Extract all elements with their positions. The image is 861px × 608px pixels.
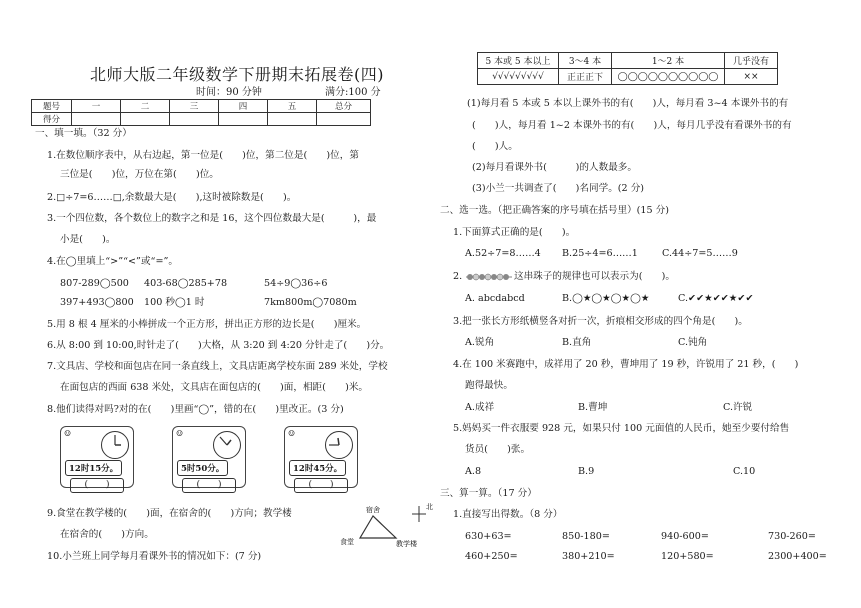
choice-option[interactable]: C.许锐 (723, 402, 753, 413)
q9-line-2: 在宿舍的( )方向。 (60, 529, 154, 540)
choice-option[interactable]: C.10 (733, 466, 756, 477)
clock-icon (325, 431, 353, 459)
q4: 4.在◯里填上“>”“<”或“=”。 (47, 256, 178, 267)
survey-tally: 正正正下 (559, 69, 612, 85)
score-cell: 题号 (32, 100, 72, 113)
score-cell: 三 (170, 100, 219, 113)
exam-time: 时间：90 分钟 (196, 87, 262, 98)
score-input[interactable] (317, 113, 371, 126)
answer-box[interactable]: ( ) (294, 478, 348, 493)
choice-q4-line2: 跑得最快。 (465, 380, 513, 391)
section-3-heading: 三、算一算。（17 分） (440, 488, 537, 499)
calc-item[interactable]: 120+580= (661, 551, 714, 562)
choice-q3: 3.把一张长方形纸横竖各对折一次，折痕相交形成的四个角是( )。 (453, 316, 748, 327)
survey-header: 1～2 本 (612, 53, 725, 69)
q10-part2: (2)每月看课外书( )的人数最多。 (472, 162, 637, 173)
map-canteen: 食堂 (340, 538, 354, 546)
q7-line-1: 7.文具店、学校和面包店在同一条直线上，文具店距离学校东面 289 米处，学校 (47, 361, 388, 372)
survey-tally: √√√√√√√√√ (478, 69, 559, 85)
score-table-score-row (32, 113, 371, 126)
q4-item: 397+493◯800 (60, 297, 134, 308)
choice-q2-number: 2. (453, 271, 463, 282)
survey-header-row (478, 53, 778, 69)
q10-part1-line1: (1)每月看 5 本或 5 本以上课外书的有( )人，每月看 3~4 本课外书的有 (467, 98, 789, 109)
full-score: 满分:100 分 (325, 87, 381, 98)
q2: 2.□÷7=6……□,余数最大是( ),这时被除数是( )。 (47, 192, 297, 203)
clock-reading: 5时50分。 (177, 460, 228, 476)
score-cell: 总分 (317, 100, 371, 113)
q4-item: 7km800m◯7080m (264, 297, 357, 308)
survey-tally: ×× (725, 69, 778, 85)
choice-option[interactable]: B.◯★◯★◯★◯★ (562, 293, 650, 304)
q3-line-2: 小是( )。 (60, 234, 116, 245)
choice-option[interactable]: B.直角 (562, 337, 592, 348)
q4-item: 54÷9◯36÷6 (264, 278, 328, 289)
q1-line-2: 三位是( )位，万位在第( )位。 (60, 169, 219, 180)
choice-option[interactable]: A.8 (465, 466, 482, 477)
choice-option[interactable]: B.曹坤 (578, 402, 608, 413)
score-cell: 二 (121, 100, 170, 113)
answer-box[interactable]: ( ) (70, 478, 124, 493)
child-icon: ☺ (176, 429, 184, 438)
survey-header: 3～4 本 (559, 53, 612, 69)
score-cell: 四 (219, 100, 268, 113)
score-table-header-row (32, 100, 371, 113)
calc-item[interactable]: 2300+400= (768, 551, 827, 562)
q8: 8.他们读得对吗?对的在( )里画“◯”，错的在( )里改正。(3 分) (47, 404, 344, 415)
score-input[interactable] (170, 113, 219, 126)
choice-option[interactable]: A. abcdabcd (465, 293, 525, 304)
calc-item[interactable]: 940-600= (661, 531, 709, 542)
answer-box[interactable]: ( ) (182, 478, 236, 493)
choice-option[interactable]: A.52÷7=8……4 (465, 248, 541, 259)
section-2-heading: 二、选一选。（把正确答案的序号填在括号里）(15 分) (440, 205, 670, 216)
clock-reading: 12时45分。 (289, 460, 346, 476)
score-cell: 五 (268, 100, 317, 113)
score-input[interactable] (268, 113, 317, 126)
choice-option[interactable]: C.钝角 (678, 337, 708, 348)
choice-q5-line1: 5.妈妈买一件衣服要 928 元，如果只付 100 元面值的人民币，她至少要付给售 (453, 423, 790, 434)
calc-item[interactable]: 850-180= (562, 531, 610, 542)
q6: 6.从 8:00 到 10:00,时针走了( )大格，从 3:20 到 4:20 分针走了( )分。 (47, 340, 390, 351)
clock-icon (101, 431, 129, 459)
score-input[interactable] (219, 113, 268, 126)
choice-option[interactable]: A.成祥 (465, 402, 495, 413)
choice-q1: 1.下面算式正确的是( )。 (453, 227, 576, 238)
q9-line-1: 9.食堂在教学楼的( )面，在宿舍的( )方向；教学楼 (47, 508, 292, 519)
score-table (31, 99, 371, 126)
score-input[interactable] (72, 113, 121, 126)
map-triangle (360, 516, 396, 538)
survey-tally-row (478, 69, 778, 85)
survey-table (477, 52, 778, 85)
section-1-heading: 一、填一填。（32 分） (35, 128, 132, 139)
q10: 10.小兰班上同学每月看课外书的情况如下：(7 分) (47, 551, 262, 562)
q5: 5.用 8 根 4 厘米的小棒拼成一个正方形，拼出正方形的边长是( )厘米。 (47, 319, 367, 330)
score-input[interactable] (121, 113, 170, 126)
survey-header: 5 本或 5 本以上 (478, 53, 559, 69)
page-title: 北师大版二年级数学下册期末拓展卷(四) (90, 65, 384, 84)
choice-option[interactable]: C.✔✔★✔✔★✔✔ (678, 293, 754, 304)
score-label: 得分 (32, 113, 72, 126)
choice-option[interactable]: A.锐角 (465, 337, 495, 348)
calc-item[interactable]: 730-260= (768, 531, 816, 542)
map-dorm: 宿舍 (366, 506, 380, 514)
child-icon: ☺ (64, 429, 72, 438)
q10-part1-line3: ( )人。 (472, 141, 518, 152)
q10-part1-line2: ( )人，每月看 1~2 本课外书的有( )人，每月几乎没有看课外书的有 (472, 120, 792, 131)
map-north: 北 (426, 503, 433, 511)
choice-q5-line2: 货员( )张。 (465, 444, 531, 455)
q4-item: 403-68◯285+78 (144, 278, 228, 289)
map-building: 教学楼 (396, 540, 417, 548)
q10-part3: (3)小兰一共调查了( )名同学。(2 分) (472, 183, 645, 194)
direction-map (340, 500, 450, 552)
calc-item[interactable]: 380+210= (562, 551, 615, 562)
calc-item[interactable]: 460+250= (465, 551, 518, 562)
choice-option[interactable]: B.25÷4=6……1 (562, 248, 638, 259)
clock-reading: 12时15分。 (65, 460, 122, 476)
q1-line-1: 1.在数位顺序表中，从右边起，第一位是( )位，第二位是( )位，第 (47, 150, 359, 161)
q4-item: 807-289◯500 (60, 278, 129, 289)
choice-option[interactable]: C.44÷7=5……9 (662, 248, 738, 259)
survey-tally: ◯◯◯◯◯◯◯◯◯◯ (612, 69, 725, 85)
choice-q2: 这串珠子的规律也可以表示为( )。 (514, 271, 675, 282)
score-cell: 一 (72, 100, 121, 113)
calc-instruction: 1.直接写出得数。（8 分） (453, 509, 563, 520)
choice-option[interactable]: B.9 (578, 466, 595, 477)
q3-line-1: 3.一个四位数，各个数位上的数字之和是 16，这个四位数最大是( )，最 (47, 213, 377, 224)
calc-item[interactable]: 630+63= (465, 531, 512, 542)
choice-q4-line1: 4.在 100 米赛跑中，成祥用了 20 秒，曹坤用了 19 秒，许锐用了 21 秒，( ) (453, 359, 799, 370)
child-icon: ☺ (288, 429, 296, 438)
q4-item: 100 秒◯1 时 (144, 297, 205, 308)
survey-header: 几乎没有 (725, 53, 778, 69)
q7-line-2: 在面包店的西面 638 米处，文具店在面包店的( )面，相距( )米。 (60, 382, 369, 393)
clock-icon (213, 431, 241, 459)
bead-string-icon (466, 271, 512, 283)
